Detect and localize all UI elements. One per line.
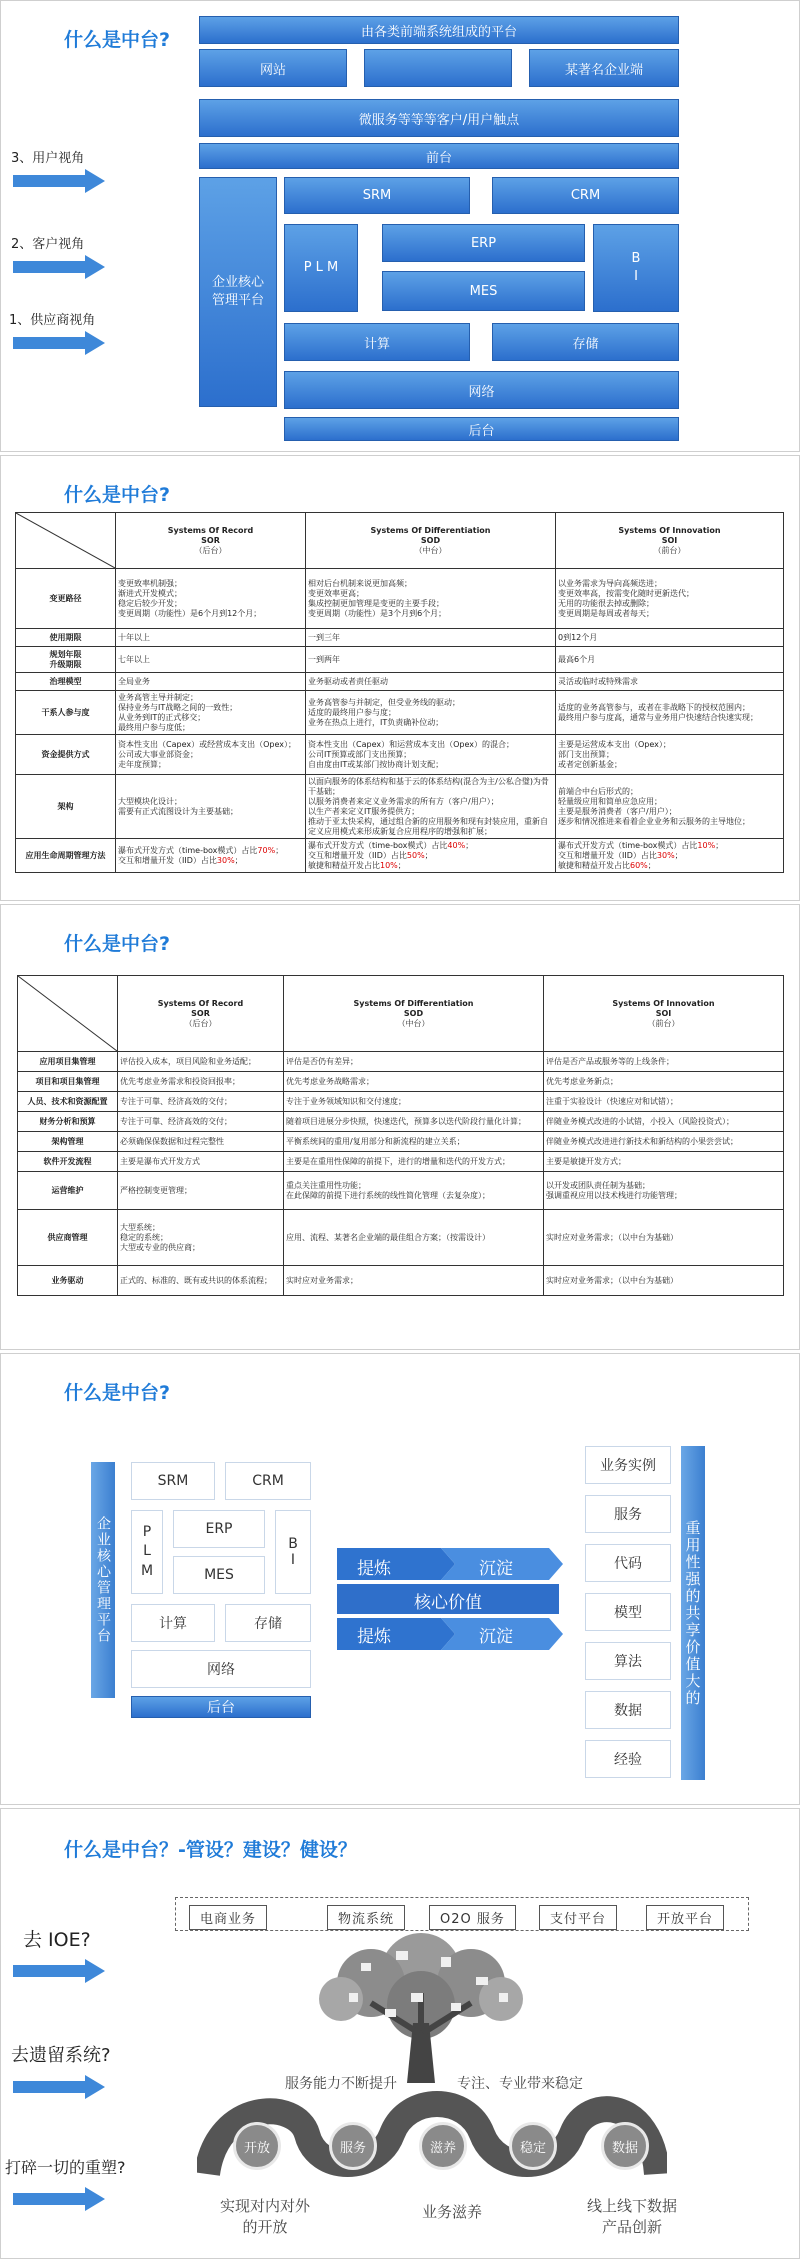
- table-cell: 优先考虑业务需求和投资回报率；: [118, 1072, 284, 1092]
- slide-title: 什么是中台?: [64, 484, 171, 506]
- erp-box: ERP: [173, 1510, 265, 1548]
- table-row: [16, 735, 784, 775]
- table-cell: 专注于可靠、经济高效的交付；: [118, 1092, 284, 1112]
- row-header: 变更路径: [16, 569, 116, 629]
- table-cell: 必须确保保数据和过程完整性: [118, 1132, 284, 1152]
- compute-box: 计算: [284, 323, 470, 361]
- table-cell: 适度的业务高管参与，或者在非战略下的授权范围内； 最终用户参与度高，通常与业务用户快速结合快速实现；: [556, 691, 784, 735]
- row-header: 架构管理: [18, 1132, 118, 1152]
- table-cell: 大型系统； 稳定的系统； 大型或专业的供应商；: [118, 1210, 284, 1266]
- left-label-legacy: 去遗留系统?: [11, 2045, 111, 2066]
- percent-value: 10%: [697, 840, 716, 850]
- table-corner: [16, 513, 116, 569]
- front-systems-bar: 由各类前端系统组成的平台: [199, 16, 679, 44]
- houtai-bar: 后台: [284, 417, 679, 441]
- table-cell: 注重于实验设计（快速应对和试错）；: [544, 1092, 784, 1112]
- table-row: [18, 1266, 784, 1296]
- arrow-right-icon: [13, 169, 105, 193]
- slide-title: 什么是中台？-管设？建设？健设？: [64, 1839, 357, 1861]
- table-row: [18, 1210, 784, 1266]
- header-soi: Systems Of Innovation SOI （前台）: [544, 976, 784, 1052]
- table-cell: 主要是瀑布式开发方式: [118, 1152, 284, 1172]
- table-row: [16, 839, 784, 873]
- table-cell: 相对后台机制来说更加高频； 变更效率更高； 集成控制更加管理是变更的主要手段； 变更周期（功能性）是3个月到6个月；: [306, 569, 556, 629]
- cell-text: 瀑布式开发方式（time-box模式）占比: [558, 840, 698, 850]
- table-cell: 专注于可靠、经济高效的交付；: [118, 1112, 284, 1132]
- cell-text: 瀑布式开发方式（time-box模式）占比: [118, 845, 258, 855]
- core-platform-label: 企业核心管理平台: [211, 275, 264, 308]
- shared-value-item: 模型: [585, 1593, 671, 1631]
- shared-value-item: 数据: [585, 1691, 671, 1729]
- platform-item: 电商业务: [189, 1905, 267, 1930]
- mes-box: MES: [173, 1556, 265, 1594]
- table-cell: 一到三年: [306, 629, 556, 647]
- header-sor: Systems Of Record SOR （后台）: [118, 976, 284, 1052]
- shared-value-item: 算法: [585, 1642, 671, 1680]
- slide-5: [0, 1808, 800, 2259]
- percent-value: 10%: [380, 860, 398, 870]
- bottom-label-open: 实现对内对外 的开放: [219, 2197, 310, 2236]
- table-row: [16, 673, 784, 691]
- plm-box: [284, 224, 358, 312]
- table-cell: 正式的、标准的、既有或共识的体系流程；: [118, 1266, 284, 1296]
- platform-item: 开放平台: [646, 1905, 724, 1930]
- flow-node: 滋养: [419, 2122, 467, 2170]
- percent-value: 70%: [257, 845, 276, 855]
- crm-box: CRM: [492, 177, 679, 214]
- storage-box: 存储: [225, 1604, 311, 1642]
- front-enterprise: 某著名企业端: [529, 49, 679, 87]
- slide-1: [0, 0, 800, 452]
- table-row: [16, 647, 784, 673]
- table-cell: 七年以上: [116, 647, 306, 673]
- bottom-label-nourish: 业务滋养: [421, 2203, 482, 2221]
- comparison-table: [15, 512, 784, 873]
- table-cell: 业务高管主导并制定； 保持业务与IT战略之间的一致性； 从业务到IT的正式移交； 最终用户参与度低；: [116, 691, 306, 735]
- table-row: [18, 1092, 784, 1112]
- table-cell: 业务高管参与并制定，但受业务线的驱动； 适度的最终用户参与度； 业务在热点上进行，IT负责确补位动；: [306, 691, 556, 735]
- table-row: [16, 775, 784, 839]
- deposit-label: 沉淀: [479, 1559, 513, 1579]
- table-corner: [18, 976, 118, 1052]
- qiantai-bar: 前台: [199, 143, 679, 169]
- shared-value-item: 代码: [585, 1544, 671, 1582]
- table-cell: 以开发或团队责任制为基础； 强调重视应用以技术栈进行功能管理；: [544, 1172, 784, 1210]
- table-cell: [116, 839, 306, 873]
- table-cell: [306, 839, 556, 873]
- row-header: 项目和项目集管理: [18, 1072, 118, 1092]
- row-header: 人员、技术和资源配置: [18, 1092, 118, 1112]
- slide-title: 什么是中台?: [64, 933, 171, 955]
- table-row: [16, 629, 784, 647]
- table-row: [18, 1112, 784, 1132]
- srm-box: SRM: [284, 177, 470, 214]
- core-platform-bar: 企业核心管理平台: [91, 1462, 115, 1698]
- curve-label-ability: 服务能力不断提升: [285, 2076, 397, 2092]
- cell-text: ； 敏捷和精益开发占比: [308, 850, 433, 870]
- network-box: 网络: [284, 371, 679, 409]
- platform-item: 物流系统: [327, 1905, 405, 1930]
- table-cell: 以面向服务的体系结构和基于云的体系结构(混合为主/公私合璧)为骨干基础； 以服务消费者来定义业务需求的所有方（客户/用户）； 以生产者来定义IT服务提供方； 推动于亚太快采构，通过组合新的应用服务和现有封装应用，重新自定义应用模式来形成新复合应用程序的增强和扩展；: [306, 775, 556, 839]
- table-cell: 大型模块化设计； 需要有正式流图设计为主要基础；: [116, 775, 306, 839]
- shared-value-item: 经验: [585, 1740, 671, 1778]
- slide-3: [0, 904, 800, 1350]
- view-supplier-label: 1、供应商视角: [9, 313, 96, 328]
- plm-label: P L M: [140, 1523, 154, 1579]
- deposit-label: 沉淀: [479, 1627, 513, 1647]
- percent-value: 30%: [216, 855, 235, 865]
- header-soi: Systems Of Innovation SOI （前台）: [556, 513, 784, 569]
- flow-node: 开放: [233, 2122, 281, 2170]
- cell-text: ；: [234, 855, 243, 865]
- header-sor: Systems Of Record SOR （后台）: [116, 513, 306, 569]
- bottom-label-data: 线上线下数据 产品创新: [586, 2197, 677, 2236]
- row-header: 业务驱动: [18, 1266, 118, 1296]
- cell-text: ； 敏捷和精益开发占比: [558, 850, 683, 870]
- crm-box: CRM: [225, 1462, 311, 1500]
- table-row: [16, 691, 784, 735]
- cell-text: 瀑布式开发方式（time-box模式）占比: [308, 840, 448, 850]
- plm-label: P L M: [303, 260, 339, 276]
- bi-label: B I: [631, 251, 641, 284]
- tree-icon: [301, 1933, 541, 2083]
- cell-text: ； 交互和增量开发（IID）占比: [308, 840, 474, 860]
- table-row: [18, 1132, 784, 1152]
- percent-value: 50%: [406, 850, 425, 860]
- arrow-right-icon: [13, 255, 105, 279]
- row-header: 治理模型: [16, 673, 116, 691]
- header-sod: Systems Of Differentiation SOD （中台）: [284, 976, 544, 1052]
- row-header: 财务分析和预算: [18, 1112, 118, 1132]
- platform-item: O2O 服务: [429, 1905, 516, 1930]
- left-label-ioe: 去 IOE?: [23, 1929, 91, 1951]
- table-cell: 严格控制变更管理；: [118, 1172, 284, 1210]
- shared-value-item: 业务实例: [585, 1446, 671, 1484]
- table-cell: 业务驱动或者责任驱动: [306, 673, 556, 691]
- table-cell: 实时应对业务需求；（以中台为基础）: [544, 1266, 784, 1296]
- core-value-label: 核心价值: [414, 1593, 482, 1613]
- compute-box: 计算: [131, 1604, 215, 1642]
- row-header: 运营维护: [18, 1172, 118, 1210]
- storage-box: 存储: [492, 323, 679, 361]
- plm-box: [131, 1510, 163, 1594]
- slide-2: [0, 455, 800, 901]
- table-cell: 评估投入成本，项目风险和业务适配；: [118, 1052, 284, 1072]
- row-header: 架构: [16, 775, 116, 839]
- row-header: 应用项目集管理: [18, 1052, 118, 1072]
- table-cell: 主要是敏捷开发方式；: [544, 1152, 784, 1172]
- row-header: 规划年限 升级期限: [16, 647, 116, 673]
- slide-title: 什么是中台?: [64, 1382, 171, 1404]
- core-platform: [199, 177, 277, 407]
- table-cell: 伴随业务模式改进的小试错，小投入（风险投资式）；: [544, 1112, 784, 1132]
- row-header: 使用期限: [16, 629, 116, 647]
- table-row: [18, 1152, 784, 1172]
- view-customer-label: 2、客户视角: [11, 237, 85, 252]
- slide-title: 什么是中台?: [64, 29, 171, 51]
- table-cell: 随着项目进展分步快照，快速迭代，预算多以迭代阶段行量化计算；: [284, 1112, 544, 1132]
- left-label-rebuild: 打碎一切的重塑?: [5, 2158, 126, 2177]
- comparison-table: [17, 975, 784, 1296]
- flow-node: 数据: [601, 2122, 649, 2170]
- table-cell: 主要是运营成本支出（Opex）； 部门支出预算； 或者定创新基金；: [556, 735, 784, 775]
- table-cell: 十年以上: [116, 629, 306, 647]
- houtai-bar: 后台: [131, 1696, 311, 1718]
- table-cell: 0到12个月: [556, 629, 784, 647]
- table-row: [18, 1052, 784, 1072]
- network-box: 网络: [131, 1650, 311, 1688]
- table-cell: 一到两年: [306, 647, 556, 673]
- table-cell: 最高6个月: [556, 647, 784, 673]
- table-cell: 实时应对业务需求；（以中台为基础）: [544, 1210, 784, 1266]
- table-cell: 主要是在重用性保障的前提下，进行的增量和迭代的开发方式；: [284, 1152, 544, 1172]
- table-cell: 评估是否产品或服务等的上线条件；: [544, 1052, 784, 1072]
- cell-text: ；: [647, 860, 656, 870]
- curve-label-stable: 专注、专业带来稳定: [457, 2076, 583, 2092]
- table-cell: 优先考虑业务战略需求；: [284, 1072, 544, 1092]
- table-cell: 重点关注重用性功能； 在此保障的前提下进行系统的线性简化管理（去复杂度）；: [284, 1172, 544, 1210]
- table-cell: 灵活或临时或特殊需求: [556, 673, 784, 691]
- flow-node: 稳定: [509, 2122, 557, 2170]
- table-cell: 以业务需求为导向高频迭进； 变更效率高，按需变化随时更新迭代； 无用的功能很去掉或删除； 变更周期是每周或者每天；: [556, 569, 784, 629]
- percent-value: 30%: [656, 850, 675, 860]
- table-cell: 变更致率机制强； 渐进式开发模式； 稳定后较少开发； 变更周期（功能性）是6个月到12个月；: [116, 569, 306, 629]
- table-cell: 前端合中台后形式的； 轻量级应用和简单应急应用； 主要是服务消费者（客户/用户）； 逐步和情况推进来看着企业业务和云服务的主导地位；: [556, 775, 784, 839]
- row-header: 软件开发流程: [18, 1152, 118, 1172]
- front-blank: [364, 49, 512, 87]
- row-header: 供应商管理: [18, 1210, 118, 1266]
- table-cell: 应用、流程、某著名企业端的最佳组合方案；（按需设计）: [284, 1210, 544, 1266]
- arrow-right-icon: [13, 2075, 141, 2115]
- arrow-right-icon: [13, 2187, 141, 2227]
- table-cell: 资本性支出（Capex）和运营成本支出（Opex）的混合； 公司IT预算或部门支出预算； 自由度由IT或某部门按协商计划支配；: [306, 735, 556, 775]
- microservices-bar: 微服务等等等客户/用户触点: [199, 99, 679, 137]
- table-row: [18, 1072, 784, 1092]
- cell-text: ；: [397, 860, 406, 870]
- cell-text: ； 交互和增量开发（IID）占比: [118, 845, 284, 865]
- platform-item: 支付平台: [539, 1905, 617, 1930]
- percent-value: 60%: [630, 860, 648, 870]
- erp-box: ERP: [382, 224, 585, 262]
- shared-value-bar: 重用性强的共享价值大的: [681, 1446, 705, 1780]
- table-row: [16, 569, 784, 629]
- arrow-right-icon: [13, 331, 105, 355]
- table-cell: 平衡系统间的重用/复用部分和新流程的建立关系；: [284, 1132, 544, 1152]
- table-cell: 资本性支出（Capex）或经营成本支出（Opex）； 公司或大事业部资金； 走年度预算；: [116, 735, 306, 775]
- row-header: 干系人参与度: [16, 691, 116, 735]
- table-cell: 全局业务: [116, 673, 306, 691]
- table-cell: 评估是否仍有差异；: [284, 1052, 544, 1072]
- table-cell: 优先考虑业务新点；: [544, 1072, 784, 1092]
- shared-value-item: 服务: [585, 1495, 671, 1533]
- row-header: 应用生命周期管理方法: [16, 839, 116, 873]
- cell-text: ； 交互和增量开发（IID）占比: [558, 840, 724, 860]
- front-website: 网站: [199, 49, 347, 87]
- extract-label: 提炼: [357, 1559, 391, 1579]
- bi-box: [275, 1510, 311, 1594]
- flow-node: 服务: [329, 2122, 377, 2170]
- bi-label: B I: [288, 1536, 298, 1568]
- arrow-right-icon: [13, 1959, 141, 1999]
- percent-value: 40%: [447, 840, 466, 850]
- table-row: [18, 1172, 784, 1210]
- bi-box: [593, 224, 679, 312]
- slide-4: [0, 1353, 800, 1805]
- view-user-label: 3、用户视角: [11, 151, 85, 166]
- table-cell: 实时应对业务需求；: [284, 1266, 544, 1296]
- table-cell: 伴随业务模式改进进行新技术和新结构的小果尝尝试；: [544, 1132, 784, 1152]
- table-cell: [556, 839, 784, 873]
- extract-label: 提炼: [357, 1627, 391, 1647]
- header-sod: Systems Of Differentiation SOD （中台）: [306, 513, 556, 569]
- table-cell: 专注于业务领域知识和交付速度；: [284, 1092, 544, 1112]
- srm-box: SRM: [131, 1462, 215, 1500]
- mes-box: MES: [382, 271, 585, 311]
- row-header: 资金提供方式: [16, 735, 116, 775]
